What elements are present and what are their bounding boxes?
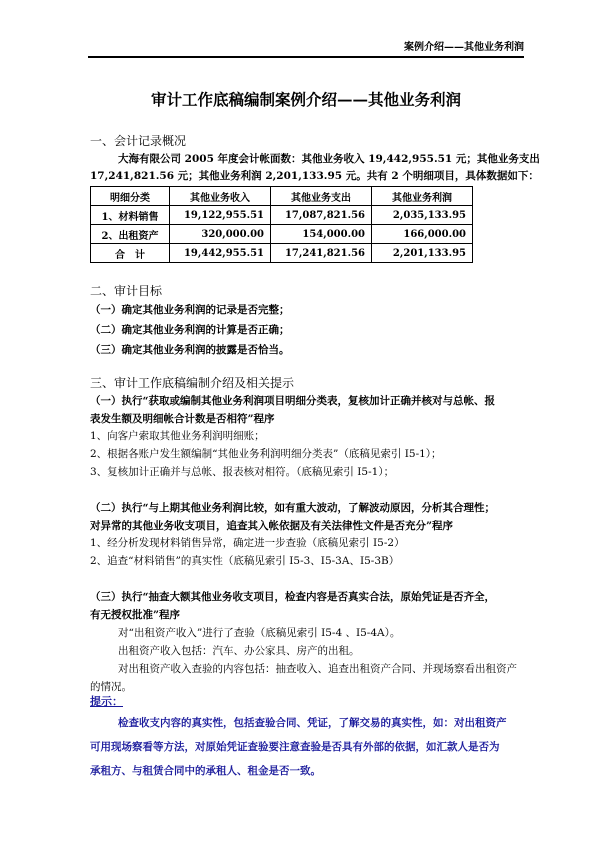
- audit-objective-item: （一）确定其他业务利润的记录是否完整；: [90, 304, 290, 316]
- header-rule: [88, 56, 524, 58]
- part3-procedure-line1: （三）执行“抽查大额其他业务收支项目，检查内容是否真实合法，原始凭证是否齐全，: [90, 591, 496, 603]
- part3-step: 的情况。: [90, 681, 132, 693]
- part3-step: 出租资产收入包括：汽车、办公家具、房产的出租。: [118, 645, 360, 657]
- table-header-cell: 其他业务利润: [372, 187, 473, 206]
- table-row: [91, 206, 473, 225]
- part2-step: 2、追查“材料销售”的真实性（底稿见索引 I5-3、I5-3A、I5-3B）: [90, 555, 400, 567]
- part1-step: 2、根据各账户发生额编制“其他业务利润明细分类表”（底稿见索引 I5-1）；: [90, 448, 442, 460]
- table-header-cell: 明细分类: [91, 187, 170, 206]
- table-cell: 17,087,821.56: [271, 206, 372, 225]
- part1-step: 1、向客户索取其他业务利润明细账；: [90, 430, 265, 442]
- table-cell: 154,000.00: [271, 225, 372, 244]
- part3-step: 对“出租资产收入”进行了查验（底稿见索引 I5-4 、I5-4A）。: [118, 627, 401, 639]
- part1-procedure-line2: 表发生额及明细帐合计数是否相符”程序: [90, 413, 275, 425]
- section2-heading: 二、审计目标: [90, 284, 163, 298]
- part2-procedure-line2: 对异常的其他业务收支项目，追查其入帐依据及有关法律性文件是否充分”程序: [90, 520, 454, 532]
- part2-procedure-line1: （二）执行“与上期其他业务利润比较，如有重大波动，了解波动原因，分析其合理性；: [90, 502, 496, 514]
- table-cell: 19,442,955.51: [170, 244, 271, 263]
- tip-label: 提示：: [90, 695, 123, 708]
- tip-line: 可用现场察看等方法，对原始凭证查验要注意查验是否具有外部的依据，如汇款人是否为: [90, 741, 500, 753]
- table-cell: 17,241,821.56: [271, 244, 372, 263]
- table-total-row: [91, 244, 473, 263]
- table-row: [91, 225, 473, 244]
- tip-line: 检查收支内容的真实性，包括查验合同、凭证，了解交易的真实性，如：对出租资产: [118, 717, 507, 729]
- audit-objective-item: （二）确定其他业务利润的计算是否正确；: [90, 324, 290, 336]
- table-cell: 1、材料销售: [91, 206, 170, 225]
- table-cell: 320,000.00: [170, 225, 271, 244]
- detail-table: [90, 186, 473, 263]
- tip-line: 承租方、与租赁合同中的承租人、租金是否一致。: [90, 765, 321, 777]
- section1-intro-line1: 大海有限公司 2005 年度会计帐面数：其他业务收入 19,442,955.51 元；其他业务支出: [118, 153, 540, 165]
- part3-procedure-line2: 有无授权批准”程序: [90, 609, 181, 621]
- part2-step: 1、经分析发现材料销售异常，确定进一步查验（底稿见索引 I5-2）: [90, 537, 405, 549]
- table-cell: 合 计: [91, 244, 170, 263]
- section1-intro-line2: 17,241,821.56 元；其他业务利润 2,201,133.95 元。共有 2 个明细项目，具体数据如下：: [90, 170, 539, 182]
- table-cell: 2,201,133.95: [372, 244, 473, 263]
- table-cell: 166,000.00: [372, 225, 473, 244]
- table-header-cell: 其他业务收入: [170, 187, 271, 206]
- part1-step: 3、复核加计正确并与总帐、报表核对相符。（底稿见索引 I5-1）；: [90, 466, 395, 478]
- section1-heading: 一、会计记录概况: [90, 134, 187, 148]
- table-cell: 2,035,133.95: [372, 206, 473, 225]
- table-cell: 2、出租资产: [91, 225, 170, 244]
- table-cell: 19,122,955.51: [170, 206, 271, 225]
- part1-procedure-line1: （一）执行“获取或编制其他业务利润项目明细分类表，复核加计正确并核对与总帐、报: [90, 395, 496, 407]
- running-header: 案例介绍——其他业务利润: [404, 42, 524, 53]
- audit-objective-item: （三）确定其他业务利润的披露是否恰当。: [90, 344, 290, 356]
- section3-heading: 三、审计工作底稿编制介绍及相关提示: [90, 376, 295, 390]
- table-header-row: [91, 187, 473, 206]
- table-header-cell: 其他业务支出: [271, 187, 372, 206]
- part3-step: 对出租资产收入查验的内容包括：抽查收入、追查出租资产合同、并现场察看出租资产: [118, 663, 517, 675]
- page-title: 审计工作底稿编制案例介绍——其他业务利润: [150, 90, 461, 109]
